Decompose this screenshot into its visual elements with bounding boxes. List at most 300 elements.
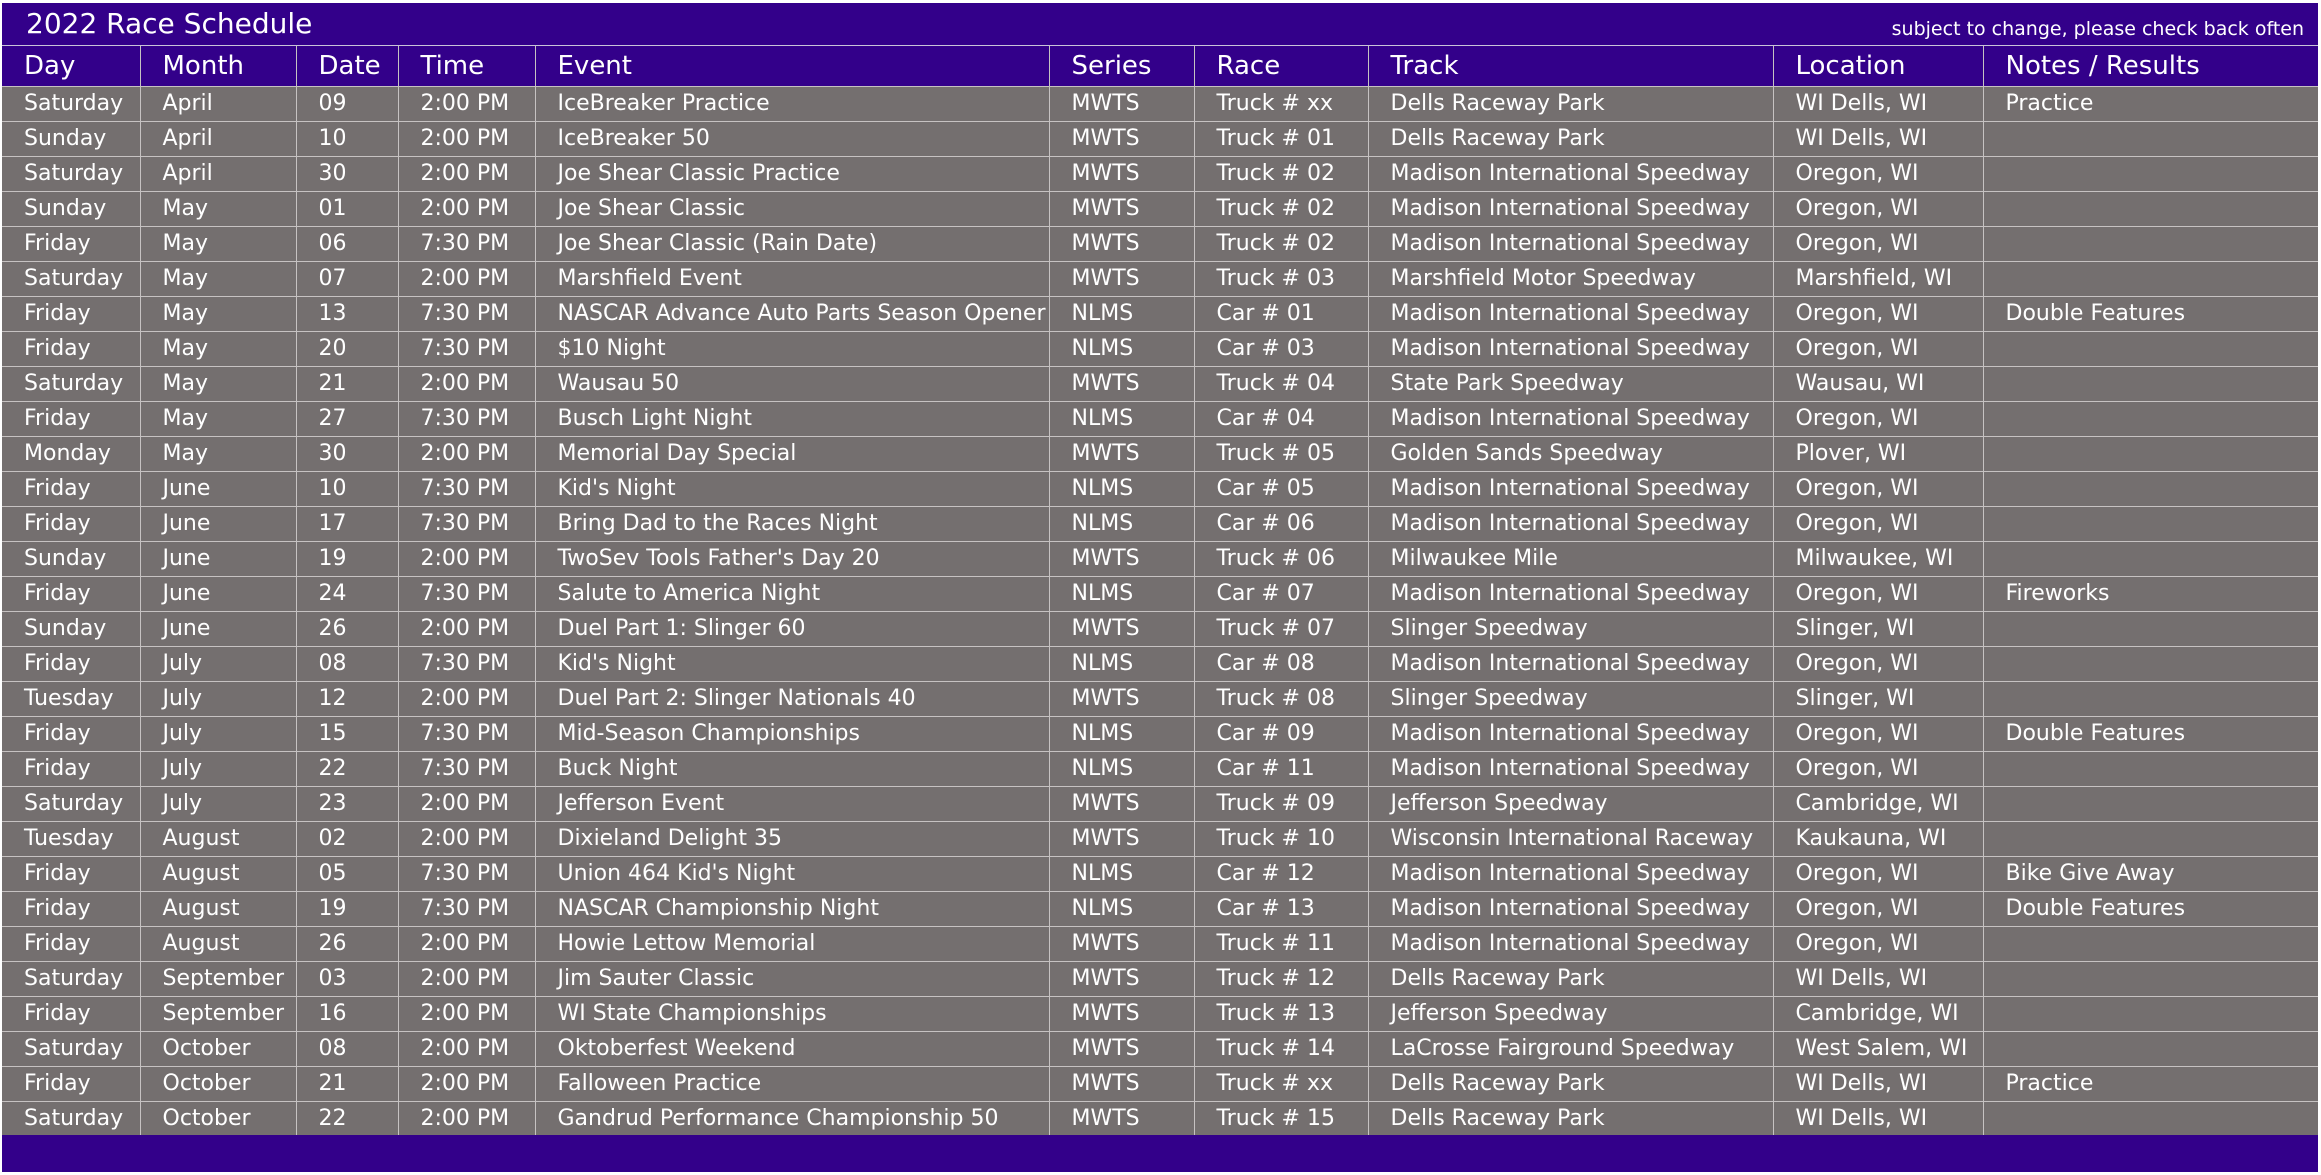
cell-event: Joe Shear Classic Practice	[535, 156, 1049, 191]
table-body	[2, 86, 2318, 1136]
cell-month: April	[140, 121, 296, 156]
cell-time: 7:30 PM	[398, 296, 535, 331]
cell-date: 03	[296, 961, 398, 996]
table-row	[2, 191, 2318, 226]
cell-notes	[1983, 506, 2318, 541]
cell-notes	[1983, 996, 2318, 1031]
cell-track: Madison International Speedway	[1368, 716, 1773, 751]
cell-series: NLMS	[1049, 646, 1194, 681]
cell-month: July	[140, 786, 296, 821]
cell-month: May	[140, 436, 296, 471]
cell-time: 7:30 PM	[398, 891, 535, 926]
cell-race: Truck # 03	[1194, 261, 1368, 296]
cell-series: NLMS	[1049, 716, 1194, 751]
cell-day: Friday	[2, 856, 140, 891]
cell-race: Truck # 01	[1194, 121, 1368, 156]
cell-day: Saturday	[2, 1101, 140, 1136]
cell-day: Friday	[2, 471, 140, 506]
cell-location: Slinger, WI	[1773, 611, 1983, 646]
cell-race: Car # 13	[1194, 891, 1368, 926]
cell-month: June	[140, 506, 296, 541]
cell-track: Madison International Speedway	[1368, 926, 1773, 961]
cell-series: MWTS	[1049, 1066, 1194, 1101]
table-row	[2, 681, 2318, 716]
cell-track: Slinger Speedway	[1368, 681, 1773, 716]
cell-day: Friday	[2, 646, 140, 681]
cell-series: MWTS	[1049, 926, 1194, 961]
cell-day: Friday	[2, 401, 140, 436]
cell-day: Tuesday	[2, 821, 140, 856]
cell-date: 22	[296, 1101, 398, 1136]
cell-date: 06	[296, 226, 398, 261]
column-header-month: Month	[140, 46, 296, 86]
cell-event: Gandrud Performance Championship 50	[535, 1101, 1049, 1136]
cell-day: Sunday	[2, 191, 140, 226]
cell-day: Friday	[2, 926, 140, 961]
cell-date: 05	[296, 856, 398, 891]
cell-day: Saturday	[2, 86, 140, 121]
cell-date: 22	[296, 751, 398, 786]
cell-event: Jim Sauter Classic	[535, 961, 1049, 996]
cell-date: 16	[296, 996, 398, 1031]
cell-month: June	[140, 471, 296, 506]
cell-month: April	[140, 156, 296, 191]
cell-track: Marshfield Motor Speedway	[1368, 261, 1773, 296]
cell-track: Madison International Speedway	[1368, 226, 1773, 261]
cell-notes	[1983, 1031, 2318, 1066]
cell-date: 15	[296, 716, 398, 751]
schedule-disclaimer: subject to change, please check back often	[1891, 18, 2304, 40]
cell-time: 7:30 PM	[398, 226, 535, 261]
cell-event: Memorial Day Special	[535, 436, 1049, 471]
schedule-table	[2, 46, 2318, 1137]
cell-notes	[1983, 401, 2318, 436]
cell-series: MWTS	[1049, 156, 1194, 191]
cell-race: Truck # 07	[1194, 611, 1368, 646]
column-header-day: Day	[2, 46, 140, 86]
cell-race: Car # 11	[1194, 751, 1368, 786]
cell-notes	[1983, 156, 2318, 191]
cell-location: Marshfield, WI	[1773, 261, 1983, 296]
cell-notes	[1983, 1101, 2318, 1136]
cell-date: 08	[296, 1031, 398, 1066]
cell-day: Sunday	[2, 121, 140, 156]
cell-date: 01	[296, 191, 398, 226]
cell-track: Slinger Speedway	[1368, 611, 1773, 646]
cell-location: Cambridge, WI	[1773, 786, 1983, 821]
cell-month: May	[140, 261, 296, 296]
cell-series: MWTS	[1049, 86, 1194, 121]
cell-month: May	[140, 401, 296, 436]
cell-track: Madison International Speedway	[1368, 506, 1773, 541]
cell-time: 7:30 PM	[398, 646, 535, 681]
cell-location: Oregon, WI	[1773, 576, 1983, 611]
cell-day: Tuesday	[2, 681, 140, 716]
cell-location: WI Dells, WI	[1773, 86, 1983, 121]
cell-time: 7:30 PM	[398, 331, 535, 366]
cell-time: 2:00 PM	[398, 191, 535, 226]
cell-event: Oktoberfest Weekend	[535, 1031, 1049, 1066]
cell-series: MWTS	[1049, 681, 1194, 716]
column-header-race: Race	[1194, 46, 1368, 86]
cell-month: July	[140, 646, 296, 681]
table-row	[2, 401, 2318, 436]
cell-location: Slinger, WI	[1773, 681, 1983, 716]
cell-notes	[1983, 121, 2318, 156]
cell-date: 26	[296, 611, 398, 646]
cell-time: 7:30 PM	[398, 401, 535, 436]
column-header-series: Series	[1049, 46, 1194, 86]
table-row	[2, 576, 2318, 611]
cell-race: Car # 12	[1194, 856, 1368, 891]
cell-series: MWTS	[1049, 961, 1194, 996]
cell-time: 7:30 PM	[398, 576, 535, 611]
cell-location: WI Dells, WI	[1773, 1101, 1983, 1136]
cell-month: September	[140, 996, 296, 1031]
table-row	[2, 226, 2318, 261]
cell-event: Wausau 50	[535, 366, 1049, 401]
cell-time: 2:00 PM	[398, 86, 535, 121]
cell-race: Truck # 14	[1194, 1031, 1368, 1066]
cell-notes: Practice	[1983, 86, 2318, 121]
cell-time: 2:00 PM	[398, 786, 535, 821]
cell-location: Oregon, WI	[1773, 401, 1983, 436]
cell-track: Madison International Speedway	[1368, 331, 1773, 366]
cell-event: Dixieland Delight 35	[535, 821, 1049, 856]
cell-day: Friday	[2, 576, 140, 611]
column-header-event: Event	[535, 46, 1049, 86]
cell-day: Friday	[2, 1066, 140, 1101]
cell-track: Madison International Speedway	[1368, 891, 1773, 926]
cell-race: Truck # 02	[1194, 156, 1368, 191]
cell-track: Madison International Speedway	[1368, 576, 1773, 611]
cell-track: Madison International Speedway	[1368, 751, 1773, 786]
cell-date: 23	[296, 786, 398, 821]
cell-date: 10	[296, 121, 398, 156]
cell-day: Monday	[2, 436, 140, 471]
cell-series: MWTS	[1049, 1101, 1194, 1136]
cell-time: 7:30 PM	[398, 716, 535, 751]
cell-date: 10	[296, 471, 398, 506]
cell-notes	[1983, 471, 2318, 506]
cell-time: 2:00 PM	[398, 961, 535, 996]
cell-event: NASCAR Advance Auto Parts Season Opener	[535, 296, 1049, 331]
table-row	[2, 751, 2318, 786]
cell-event: Salute to America Night	[535, 576, 1049, 611]
cell-track: Madison International Speedway	[1368, 471, 1773, 506]
table-row	[2, 296, 2318, 331]
cell-notes	[1983, 786, 2318, 821]
table-row	[2, 611, 2318, 646]
cell-month: May	[140, 366, 296, 401]
cell-location: Oregon, WI	[1773, 751, 1983, 786]
cell-location: Cambridge, WI	[1773, 996, 1983, 1031]
table-row	[2, 471, 2318, 506]
table-row	[2, 1031, 2318, 1066]
cell-day: Saturday	[2, 261, 140, 296]
cell-event: Howie Lettow Memorial	[535, 926, 1049, 961]
cell-date: 21	[296, 366, 398, 401]
cell-date: 19	[296, 541, 398, 576]
cell-time: 2:00 PM	[398, 926, 535, 961]
cell-date: 12	[296, 681, 398, 716]
cell-notes: Fireworks	[1983, 576, 2318, 611]
cell-track: Milwaukee Mile	[1368, 541, 1773, 576]
cell-day: Saturday	[2, 156, 140, 191]
cell-location: Plover, WI	[1773, 436, 1983, 471]
cell-notes	[1983, 611, 2318, 646]
cell-location: Oregon, WI	[1773, 891, 1983, 926]
table-row	[2, 121, 2318, 156]
cell-event: TwoSev Tools Father's Day 20	[535, 541, 1049, 576]
cell-track: LaCrosse Fairground Speedway	[1368, 1031, 1773, 1066]
cell-day: Friday	[2, 296, 140, 331]
cell-location: Oregon, WI	[1773, 191, 1983, 226]
cell-race: Truck # xx	[1194, 86, 1368, 121]
table-row	[2, 156, 2318, 191]
cell-race: Car # 04	[1194, 401, 1368, 436]
cell-event: Mid-Season Championships	[535, 716, 1049, 751]
cell-race: Truck # 06	[1194, 541, 1368, 576]
cell-month: October	[140, 1031, 296, 1066]
table-row	[2, 996, 2318, 1031]
table-row	[2, 961, 2318, 996]
cell-series: MWTS	[1049, 996, 1194, 1031]
cell-month: May	[140, 226, 296, 261]
cell-date: 30	[296, 156, 398, 191]
cell-month: August	[140, 926, 296, 961]
cell-notes	[1983, 191, 2318, 226]
cell-notes	[1983, 646, 2318, 681]
cell-event: Buck Night	[535, 751, 1049, 786]
cell-notes	[1983, 436, 2318, 471]
cell-day: Saturday	[2, 366, 140, 401]
cell-month: May	[140, 331, 296, 366]
cell-date: 08	[296, 646, 398, 681]
cell-date: 13	[296, 296, 398, 331]
cell-time: 2:00 PM	[398, 541, 535, 576]
cell-month: May	[140, 191, 296, 226]
cell-notes: Double Features	[1983, 716, 2318, 751]
cell-race: Truck # 12	[1194, 961, 1368, 996]
race-schedule	[2, 3, 2318, 1172]
cell-location: Oregon, WI	[1773, 226, 1983, 261]
cell-event: NASCAR Championship Night	[535, 891, 1049, 926]
cell-event: Union 464 Kid's Night	[535, 856, 1049, 891]
column-header-date: Date	[296, 46, 398, 86]
cell-notes: Bike Give Away	[1983, 856, 2318, 891]
cell-time: 2:00 PM	[398, 436, 535, 471]
cell-event: Duel Part 1: Slinger 60	[535, 611, 1049, 646]
cell-series: NLMS	[1049, 401, 1194, 436]
cell-race: Truck # 11	[1194, 926, 1368, 961]
cell-event: Marshfield Event	[535, 261, 1049, 296]
cell-race: Truck # 13	[1194, 996, 1368, 1031]
cell-date: 07	[296, 261, 398, 296]
cell-day: Friday	[2, 751, 140, 786]
table-row	[2, 506, 2318, 541]
cell-time: 2:00 PM	[398, 121, 535, 156]
table-row	[2, 856, 2318, 891]
cell-notes	[1983, 261, 2318, 296]
table-row	[2, 786, 2318, 821]
cell-notes	[1983, 331, 2318, 366]
cell-time: 2:00 PM	[398, 996, 535, 1031]
cell-day: Sunday	[2, 611, 140, 646]
cell-location: Oregon, WI	[1773, 856, 1983, 891]
cell-series: NLMS	[1049, 891, 1194, 926]
cell-race: Car # 07	[1194, 576, 1368, 611]
cell-month: September	[140, 961, 296, 996]
column-header-time: Time	[398, 46, 535, 86]
cell-track: Dells Raceway Park	[1368, 961, 1773, 996]
cell-race: Truck # 09	[1194, 786, 1368, 821]
cell-track: Dells Raceway Park	[1368, 86, 1773, 121]
cell-event: Joe Shear Classic	[535, 191, 1049, 226]
cell-month: June	[140, 576, 296, 611]
cell-month: July	[140, 716, 296, 751]
cell-location: Oregon, WI	[1773, 296, 1983, 331]
cell-location: Oregon, WI	[1773, 716, 1983, 751]
cell-time: 2:00 PM	[398, 821, 535, 856]
cell-location: Oregon, WI	[1773, 506, 1983, 541]
cell-day: Saturday	[2, 961, 140, 996]
cell-track: Dells Raceway Park	[1368, 1101, 1773, 1136]
cell-month: October	[140, 1101, 296, 1136]
cell-series: NLMS	[1049, 751, 1194, 786]
cell-race: Truck # 08	[1194, 681, 1368, 716]
cell-notes: Double Features	[1983, 296, 2318, 331]
cell-race: Truck # 02	[1194, 226, 1368, 261]
cell-date: 27	[296, 401, 398, 436]
cell-location: Oregon, WI	[1773, 926, 1983, 961]
cell-event: Jefferson Event	[535, 786, 1049, 821]
cell-track: Jefferson Speedway	[1368, 786, 1773, 821]
cell-track: Madison International Speedway	[1368, 856, 1773, 891]
cell-event: IceBreaker Practice	[535, 86, 1049, 121]
cell-month: April	[140, 86, 296, 121]
cell-time: 2:00 PM	[398, 261, 535, 296]
cell-track: Madison International Speedway	[1368, 156, 1773, 191]
cell-track: Madison International Speedway	[1368, 296, 1773, 331]
table-row	[2, 86, 2318, 121]
cell-event: IceBreaker 50	[535, 121, 1049, 156]
cell-date: 02	[296, 821, 398, 856]
cell-race: Car # 09	[1194, 716, 1368, 751]
cell-track: Madison International Speedway	[1368, 191, 1773, 226]
cell-notes	[1983, 751, 2318, 786]
cell-notes	[1983, 821, 2318, 856]
table-row	[2, 1066, 2318, 1101]
cell-race: Truck # xx	[1194, 1066, 1368, 1101]
cell-series: MWTS	[1049, 436, 1194, 471]
cell-date: 19	[296, 891, 398, 926]
cell-date: 09	[296, 86, 398, 121]
cell-event: Joe Shear Classic (Rain Date)	[535, 226, 1049, 261]
cell-series: MWTS	[1049, 541, 1194, 576]
table-row	[2, 1101, 2318, 1136]
cell-location: Oregon, WI	[1773, 646, 1983, 681]
cell-notes	[1983, 926, 2318, 961]
cell-date: 30	[296, 436, 398, 471]
cell-time: 2:00 PM	[398, 681, 535, 716]
cell-notes: Practice	[1983, 1066, 2318, 1101]
table-row	[2, 891, 2318, 926]
cell-time: 2:00 PM	[398, 1101, 535, 1136]
cell-series: NLMS	[1049, 331, 1194, 366]
cell-month: August	[140, 856, 296, 891]
cell-series: MWTS	[1049, 786, 1194, 821]
cell-event: Kid's Night	[535, 646, 1049, 681]
cell-month: July	[140, 751, 296, 786]
cell-series: NLMS	[1049, 471, 1194, 506]
cell-date: 26	[296, 926, 398, 961]
cell-race: Truck # 10	[1194, 821, 1368, 856]
cell-location: Oregon, WI	[1773, 331, 1983, 366]
cell-notes	[1983, 541, 2318, 576]
column-header-notes: Notes / Results	[1983, 46, 2318, 86]
table-row	[2, 821, 2318, 856]
cell-race: Truck # 05	[1194, 436, 1368, 471]
cell-location: Oregon, WI	[1773, 156, 1983, 191]
cell-notes	[1983, 961, 2318, 996]
column-header-track: Track	[1368, 46, 1773, 86]
table-row	[2, 261, 2318, 296]
cell-race: Car # 08	[1194, 646, 1368, 681]
cell-track: Madison International Speedway	[1368, 401, 1773, 436]
cell-day: Friday	[2, 891, 140, 926]
cell-day: Saturday	[2, 786, 140, 821]
cell-series: NLMS	[1049, 856, 1194, 891]
cell-track: Wisconsin International Raceway	[1368, 821, 1773, 856]
cell-notes: Double Features	[1983, 891, 2318, 926]
cell-series: MWTS	[1049, 226, 1194, 261]
column-header-location: Location	[1773, 46, 1983, 86]
cell-event: WI State Championships	[535, 996, 1049, 1031]
cell-notes	[1983, 366, 2318, 401]
title-bar	[2, 3, 2318, 46]
cell-track: Jefferson Speedway	[1368, 996, 1773, 1031]
cell-date: 24	[296, 576, 398, 611]
cell-series: MWTS	[1049, 1031, 1194, 1066]
cell-time: 2:00 PM	[398, 366, 535, 401]
page-title: 2022 Race Schedule	[26, 7, 313, 40]
cell-date: 20	[296, 331, 398, 366]
cell-time: 2:00 PM	[398, 1031, 535, 1066]
cell-day: Friday	[2, 716, 140, 751]
table-row	[2, 436, 2318, 471]
cell-location: Oregon, WI	[1773, 471, 1983, 506]
cell-date: 21	[296, 1066, 398, 1101]
cell-month: October	[140, 1066, 296, 1101]
cell-day: Friday	[2, 996, 140, 1031]
cell-month: August	[140, 821, 296, 856]
cell-track: Dells Raceway Park	[1368, 1066, 1773, 1101]
cell-time: 2:00 PM	[398, 611, 535, 646]
cell-series: MWTS	[1049, 191, 1194, 226]
cell-track: State Park Speedway	[1368, 366, 1773, 401]
footer-bar	[2, 1135, 2318, 1172]
cell-time: 2:00 PM	[398, 156, 535, 191]
cell-event: Bring Dad to the Races Night	[535, 506, 1049, 541]
cell-series: MWTS	[1049, 821, 1194, 856]
table-row	[2, 646, 2318, 681]
cell-location: WI Dells, WI	[1773, 961, 1983, 996]
cell-race: Car # 06	[1194, 506, 1368, 541]
cell-race: Car # 01	[1194, 296, 1368, 331]
cell-event: $10 Night	[535, 331, 1049, 366]
cell-time: 7:30 PM	[398, 506, 535, 541]
